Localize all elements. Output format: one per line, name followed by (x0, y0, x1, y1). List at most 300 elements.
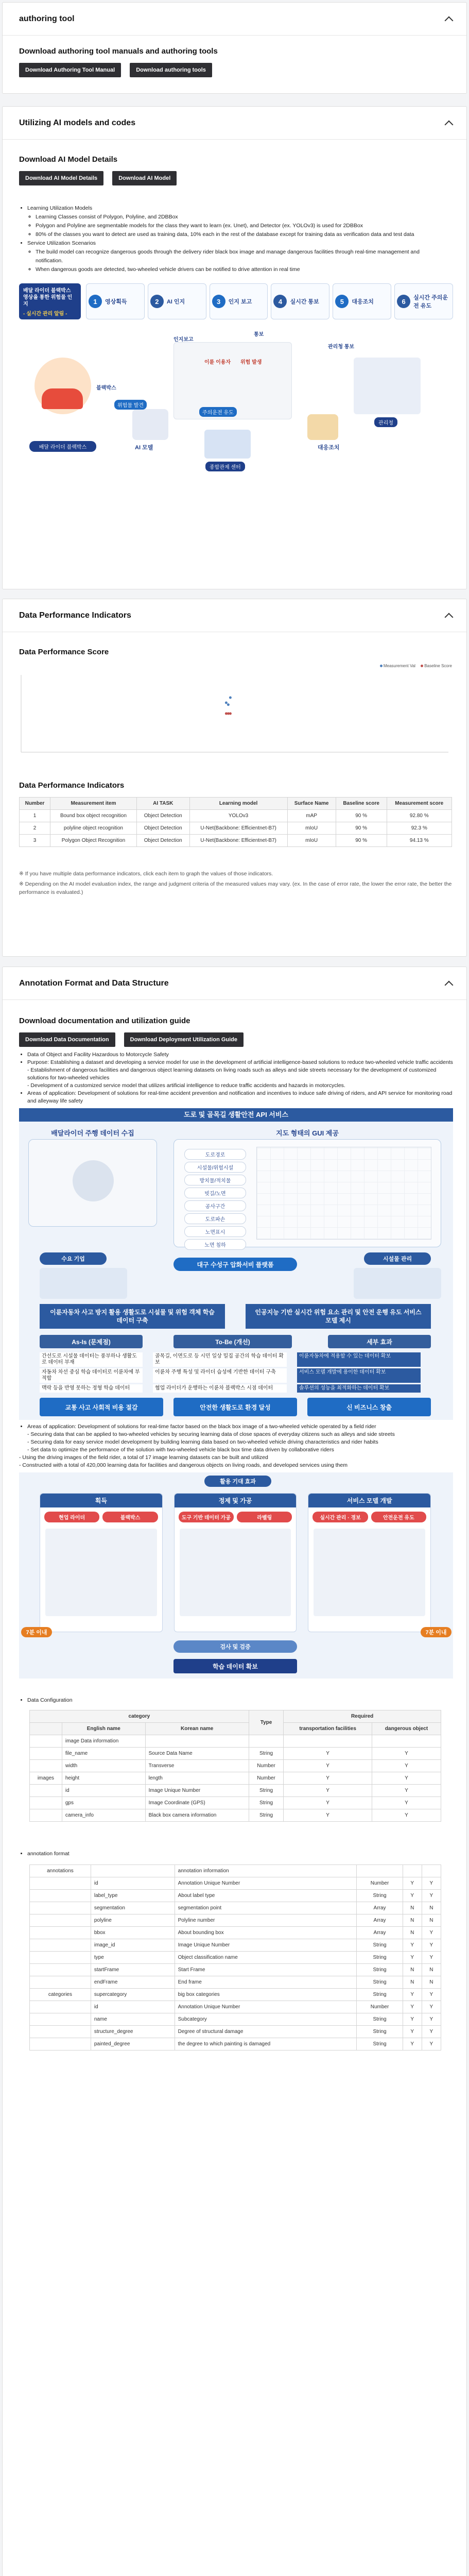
table-cell: 3 (20, 835, 50, 847)
section-title: Utilizing AI models and codes (19, 118, 136, 127)
scenario-step (271, 283, 329, 319)
table-cell: Source Data Name (145, 1748, 249, 1760)
flow-sub-pill: 라벨링 (237, 1512, 292, 1522)
table-cell: Number (249, 1760, 284, 1772)
table-cell (145, 1735, 249, 1748)
table-cell: 2 (20, 822, 50, 835)
col-korean: Korean name (145, 1723, 249, 1735)
download-model-details-button[interactable]: Download AI Model Details (19, 171, 103, 185)
table-row (30, 1914, 441, 1927)
table-cell: Black box camera information (145, 1809, 249, 1822)
table-cell: Array (357, 1902, 403, 1914)
ai-model-label: AI 모델 (135, 445, 153, 451)
table-cell: Y (403, 1939, 422, 1952)
performance-header[interactable] (3, 599, 466, 632)
table-cell: image Data information (62, 1735, 145, 1748)
right-title: 지도 형태의 GUI 제공 (276, 1129, 339, 1137)
table-cell (30, 1939, 91, 1952)
table-cell: String (357, 1976, 403, 1989)
table-row (30, 1772, 441, 1785)
bullet-item: • Data of Object and Facility Hazardous to Motorcycle Safety (27, 1051, 453, 1059)
table-cell: Object classification name (175, 1952, 357, 1964)
table-cell: U-Net(Backbone: Efficientnet-B7) (189, 835, 287, 847)
map-menu-item[interactable]: 시설물/위험시설 (184, 1162, 246, 1173)
map-menu (184, 1149, 246, 1252)
effect-header: 세부 효과 (328, 1335, 431, 1348)
table-cell: the degree to which painting is damaged (175, 2038, 357, 2050)
download-manual-button[interactable]: Download Authoring Tool Manual (19, 63, 121, 77)
map-menu-item[interactable]: 공사구간 (184, 1200, 246, 1211)
table-header-cell: Baseline score (336, 798, 387, 810)
benefit-box: 신 비즈니스 창출 (307, 1398, 431, 1416)
table-cell: 92.3 % (387, 822, 451, 835)
table-cell (372, 1735, 441, 1748)
step-label: 대응조치 (352, 299, 374, 305)
table-cell: String (357, 2038, 403, 2050)
table-header-cell: Surface Name (287, 798, 336, 810)
flow-image (45, 1529, 157, 1616)
table-cell: mAP (287, 810, 336, 822)
annotation-heading: Download documentation and utilization guide (19, 1016, 190, 1025)
bullet-item: ◦ 80% of the classes you want to detect are used as training data, 10% each in the rest of the database except for training data as verification data and test data (36, 230, 446, 239)
table-cell: Y (422, 1927, 441, 1939)
table-cell: Y (372, 1760, 441, 1772)
step-label: 인지 보고 (228, 299, 252, 305)
box-center: 대구 수성구 압화서비 플랫폼 (173, 1258, 297, 1271)
table-cell: N (403, 1976, 422, 1989)
flow-sub-pill: 실시간 관리 · 경보 (312, 1512, 368, 1522)
table-row (30, 1902, 441, 1914)
table-cell: Number (357, 2001, 403, 2013)
warn-label: 위험 발생 (240, 360, 262, 365)
table-cell: Degree of structural damage (175, 2026, 357, 2038)
authoring-tool-header[interactable] (3, 3, 466, 36)
annotation-table (29, 1865, 441, 2050)
ann-title: • annotation format (19, 1850, 452, 1858)
map-menu-item[interactable]: 빗길/노면 (184, 1188, 246, 1198)
as-is-item: 간선도로 시설물 데이터는 풍부하나 생활도로 데이터 부재 (40, 1352, 143, 1367)
table-row (30, 1939, 441, 1952)
worker-block (307, 414, 338, 440)
table-cell: Annotation Unique Number (175, 1877, 357, 1890)
flow-col-title: 정제 및 가공 (175, 1494, 297, 1507)
chart-heading: Data Performance Score (19, 648, 109, 656)
download-tools-button[interactable]: Download authoring tools (130, 63, 212, 77)
bullet-item: • Areas of application: Development of solutions for real-time accident prevention and notification and incentives to induce safe driving of riders, and API service for monitoring road and alleyway life safety (27, 1090, 453, 1105)
table-cell: Y (403, 2013, 422, 2026)
table-cell: End frame (175, 1976, 357, 1989)
as-is-header: As-Is (문제점) (40, 1335, 143, 1348)
table-cell: N (422, 1914, 441, 1927)
table-cell: String (357, 1989, 403, 2001)
center-label: 종합관제 센터 (205, 462, 245, 471)
step-label: 실시간 통보 (290, 299, 319, 305)
table-cell: Y (372, 1748, 441, 1760)
notify-label: 통보 (254, 332, 264, 337)
table-cell (30, 2001, 91, 2013)
scenario-step (86, 283, 145, 319)
col-type: Type (249, 1710, 284, 1735)
flow-image (314, 1529, 425, 1616)
table-row[interactable] (20, 835, 452, 847)
annotation-header[interactable] (3, 967, 466, 1000)
col-required: Required (284, 1710, 441, 1723)
table-row (30, 1890, 441, 1902)
table-header-cell: AI TASK (136, 798, 189, 810)
table-cell: Y (422, 1939, 441, 1952)
flow-sub-pill: 도구 기반 데이터 가공 (179, 1512, 234, 1522)
to-be-item: 이륜차 주행 특성 및 라이더 습성에 기반한 데이터 구축 (153, 1368, 287, 1383)
table-row (30, 1927, 441, 1939)
table-cell: Y (403, 2038, 422, 2050)
bullet-item: ◦ Polygon and Polyline are segmentable models for the class they want to learn (ex. Unet), and Detector (ex. YOLOv3) is used for 2DBBox (36, 222, 446, 230)
table-cell: height (62, 1772, 145, 1785)
table-cell: camera_info (62, 1809, 145, 1822)
table-cell: structure_degree (91, 2026, 175, 2038)
table-row (30, 1797, 441, 1809)
table-cell: String (249, 1809, 284, 1822)
col-facilities: transportation facilities (284, 1723, 372, 1735)
flow-column (308, 1493, 431, 1632)
table-cell: Y (422, 2001, 441, 2013)
map-canvas (256, 1147, 431, 1240)
config-body (30, 1735, 441, 1822)
user-label: 이륜 이용자 (204, 360, 231, 365)
table-cell: endFrame (91, 1976, 175, 1989)
table-cell (30, 1760, 62, 1772)
flow-image (180, 1529, 291, 1616)
left-desc (40, 1268, 127, 1299)
table-row (30, 1964, 441, 1976)
service-infographic (19, 1108, 453, 1420)
effect-item: 서비스 모델 개발에 용이한 데이터 확보 (297, 1368, 421, 1383)
table-cell: Number (357, 1877, 403, 1890)
step-label: 영상획득 (105, 299, 127, 305)
table-row (30, 1809, 441, 1822)
table-cell: N (403, 1902, 422, 1914)
table-cell (30, 1797, 62, 1809)
table-cell: mIoU (287, 835, 336, 847)
table-cell: Y (284, 1772, 372, 1785)
compare-row (40, 1384, 431, 1393)
flow-column (174, 1493, 297, 1632)
table-cell: String (357, 1952, 403, 1964)
data-point[interactable] (229, 713, 232, 715)
table-cell (249, 1735, 284, 1748)
table-cell (30, 1748, 62, 1760)
flow-sub-pill: 현업 라이더 (44, 1512, 99, 1522)
table-cell (30, 2026, 91, 2038)
table-cell: Y (422, 2013, 441, 2026)
chevron-up-icon[interactable] (445, 120, 454, 129)
flow-sub-row (175, 1507, 297, 1527)
table-cell: type (91, 1952, 175, 1964)
bullet-item: - Set data to optimize the performance of the solution with two-wheeled vehicle black box time data driven by collaborative riders (27, 1447, 334, 1453)
col-blank (30, 1723, 62, 1735)
col-dangerous: dangerous object (372, 1723, 441, 1735)
flow-end: 학습 데이터 확보 (173, 1659, 297, 1673)
legend-measure: Measurement Val (380, 664, 415, 668)
title-1: 이륜자동차 사고 방지 활용 생활도로 시설물 및 위험 객체 학습 데이터 구축 (40, 1304, 225, 1329)
effect-item: 솔루션의 성능을 최적화하는 데이터 확보 (297, 1384, 421, 1393)
table-cell: Y (372, 1785, 441, 1797)
download-guide-button[interactable]: Download Deployment Utilization Guide (124, 1032, 244, 1047)
scenario-steps (86, 283, 453, 319)
table-cell: N (403, 1927, 422, 1939)
col-english: English name (62, 1723, 145, 1735)
data-point[interactable] (227, 703, 230, 706)
bullet-item: - Development of a customized service model that utilizes artificial intelligence to reduce traffic accidents and hazards in motorcycles. (27, 1082, 345, 1089)
table-cell: String (357, 1939, 403, 1952)
table-cell (30, 2013, 91, 2026)
benefit-box: 안전한 생활도로 환경 달성 (173, 1398, 297, 1416)
table-heading: Data Performance Indicators (19, 781, 125, 790)
table-cell: supercategory (91, 1989, 175, 2001)
download-documentation-button[interactable]: Download Data Documentation (19, 1032, 115, 1047)
bullet-item: • Service Utilization Scenarios (27, 239, 446, 248)
table-cell (30, 1927, 91, 1939)
compare-rows (40, 1352, 431, 1394)
to-be-header: To-Be (개선) (173, 1335, 292, 1348)
performance-table (19, 797, 452, 847)
table-cell: categories (30, 1989, 91, 2001)
table-cell: Y (372, 1772, 441, 1785)
banner-sub: - 실시간 관리 알림 - (23, 311, 67, 317)
step-number: 5 (335, 295, 349, 308)
rider-scooter (42, 388, 83, 409)
table-cell: N (422, 1976, 441, 1989)
scenario-step (333, 283, 391, 319)
bullet-item: • Learning Utilization Models (27, 204, 446, 213)
table-row (30, 2038, 441, 2050)
ai-model-heading: Download AI Model Details (19, 155, 118, 164)
section-title: Data Performance Indicators (19, 611, 131, 620)
box-right: 시설물 관리 (364, 1252, 431, 1265)
table-header-cell: Number (20, 798, 50, 810)
table-cell: String (249, 1797, 284, 1809)
table-cell: Y (403, 1989, 422, 2001)
table-cell (422, 1865, 441, 1877)
center-block (204, 430, 251, 459)
data-point[interactable] (225, 702, 228, 704)
table-cell: mIoU (287, 822, 336, 835)
left-title: 배달라이더 주행 데이터 수집 (51, 1129, 134, 1137)
table-row (30, 2001, 441, 2013)
table-cell: images (30, 1772, 62, 1785)
table-row[interactable] (20, 810, 452, 822)
compare-row (40, 1352, 431, 1367)
table-cell: N (422, 1964, 441, 1976)
to-be-item: 골목길, 이면도로 등 시민 일상 밀집 공간의 학습 데이터 확보 (153, 1352, 287, 1367)
title-2: 인공지능 기반 실시간 위험 요소 관리 및 안전 운행 유도 서비스 모델 제시 (246, 1304, 431, 1329)
table-row[interactable] (20, 822, 452, 835)
table-cell: big box categories (175, 1989, 357, 2001)
section-title: Annotation Format and Data Structure (19, 978, 169, 988)
to-be-item: 협업 라이더가 운행하는 이륜차 블랙박스 시점 데이터 (153, 1384, 287, 1393)
flow-column (40, 1493, 163, 1632)
table-cell: Object Detection (136, 810, 189, 822)
step-number: 3 (212, 295, 225, 308)
config-table (29, 1710, 441, 1822)
right-desc (354, 1268, 441, 1299)
ai-models-section (2, 106, 467, 589)
table-cell: Y (372, 1809, 441, 1822)
table-cell: U-Net(Backbone: Efficientnet-B7) (189, 822, 287, 835)
bullet-item: - Securing data that can be applied to two-wheeled vehicles by securing learning data of close spaces of everyday citizens such as alleys and side streets (27, 1431, 395, 1437)
table-cell: String (357, 1890, 403, 1902)
effect-item: 이륜자동차에 적용할 수 있는 데이터 확보 (297, 1352, 421, 1367)
ai-model-block (132, 409, 168, 440)
table-cell: Y (403, 2001, 422, 2013)
table-cell: String (249, 1748, 284, 1760)
table-cell: String (357, 2026, 403, 2038)
table-cell: Y (284, 1760, 372, 1772)
table-cell: id (91, 1877, 175, 1890)
table-cell: N (422, 1902, 441, 1914)
map-menu-item[interactable]: 노면 침하 (184, 1239, 246, 1250)
table-cell: label_type (91, 1890, 175, 1902)
table-row (30, 1877, 441, 1890)
box-left: 수요 기업 (40, 1252, 107, 1265)
flow-col-title: 획득 (40, 1494, 162, 1507)
flow-top: 활용 기대 효과 (204, 1476, 271, 1487)
table-cell: Image Coordinate (GPS) (145, 1797, 249, 1809)
table-cell: YOLOv3 (189, 810, 287, 822)
table-cell (91, 1865, 175, 1877)
table-cell (30, 1964, 91, 1976)
table-cell (357, 1865, 403, 1877)
legend-baseline: Baseline Score (421, 664, 452, 668)
building-block (354, 358, 421, 414)
info-banner: 도로 및 골목길 생활안전 API 서비스 (19, 1108, 453, 1122)
drive-label: 주의운전 유도 (199, 407, 237, 417)
config-subheader-row (30, 1723, 441, 1735)
table-cell: painted_degree (91, 2038, 175, 2050)
table-cell: segmentation (91, 1902, 175, 1914)
table-cell: N (403, 1964, 422, 1976)
table-cell: Y (403, 2026, 422, 2038)
model-bullets (19, 204, 446, 274)
table-cell: 92.80 % (387, 810, 451, 822)
left-tag: 7분 이내 (21, 1627, 52, 1637)
mgr-label: 관리청 (374, 417, 397, 427)
table-header-row (20, 798, 452, 810)
table-header-cell: Measurement item (50, 798, 137, 810)
map-menu-item[interactable]: 노면표시 (184, 1226, 246, 1237)
table-cell: length (145, 1772, 249, 1785)
table-cell: Object Detection (136, 822, 189, 835)
table-cell (30, 1952, 91, 1964)
performance-chart (19, 664, 453, 761)
table-cell: gps (62, 1797, 145, 1809)
table-cell: Annotation Unique Number (175, 2001, 357, 2013)
table-cell: 90 % (336, 822, 387, 835)
authoring-heading: Download authoring tool manuals and authoring tools (19, 47, 218, 56)
table-cell: String (357, 2013, 403, 2026)
table-cell (30, 1735, 62, 1748)
table-cell: Y (284, 1748, 372, 1760)
col-category: category (30, 1710, 249, 1723)
table-cell: Polygon Object Recognition (50, 835, 137, 847)
table-cell: Y (372, 1797, 441, 1809)
map-menu-item[interactable]: 도로파손 (184, 1213, 246, 1224)
step-label: 실시간 주의운전 유도 (413, 295, 448, 309)
ai-models-header[interactable] (3, 107, 466, 140)
table-cell: Y (422, 1890, 441, 1902)
table-cell: Y (422, 2038, 441, 2050)
chevron-up-icon[interactable] (445, 613, 454, 621)
map-menu-item[interactable]: 도로경로 (184, 1149, 246, 1160)
table-cell: bbox (91, 1927, 175, 1939)
as-is-item: 맥락 등을 반영 못하는 정형 학습 데이터 (40, 1384, 143, 1393)
fix-label: 대응조치 (318, 445, 340, 451)
note-2: ※ Depending on the AI model evaluation index, the range and judgment criteria of the measured values may vary. (ex. In the case of error rate, the lower the error rate, the better the performance is evaluated.) (19, 881, 452, 895)
flow-sub-row (308, 1507, 430, 1527)
bullet-item: - Constructed with a total of 420,000 learning data for facilities and dangerous objects on living roads, and developed services using them (19, 1462, 348, 1468)
step-number: 2 (150, 295, 164, 308)
download-model-button[interactable]: Download AI Model (112, 171, 177, 185)
control-label: 관리청 통보 (328, 344, 355, 350)
flow-sub-pill: 블랙박스 (102, 1512, 158, 1522)
table-row (30, 2013, 441, 2026)
performance-section (2, 599, 467, 957)
table-cell (30, 1809, 62, 1822)
flow-bottom: 검사 및 검증 (173, 1640, 297, 1653)
chevron-up-icon[interactable] (445, 980, 454, 989)
flow-infographic (19, 1472, 453, 1679)
table-cell: Transverse (145, 1760, 249, 1772)
scenario-banner (19, 283, 81, 319)
step-number: 4 (273, 295, 287, 308)
as-is-item: 자동차 차선 중심 학습 데이터로 이륜차에 부적합 (40, 1368, 143, 1383)
table-cell: Image Unique Number (175, 1939, 357, 1952)
rider-label: 배달 라이더 블랙박스 (29, 441, 96, 452)
map-gui-box (173, 1139, 441, 1247)
table-cell (30, 1902, 91, 1914)
table-cell: 90 % (336, 810, 387, 822)
table-cell: Array (357, 1927, 403, 1939)
table-row (30, 1760, 441, 1772)
scenario-step (148, 283, 206, 319)
table-cell: String (249, 1785, 284, 1797)
bottom-boxes (40, 1398, 431, 1416)
table-cell: id (91, 2001, 175, 2013)
step-number: 1 (89, 295, 102, 308)
table-cell: Y (422, 1952, 441, 1964)
flow-columns (40, 1493, 431, 1632)
table-cell (30, 1877, 91, 1890)
table-row (30, 1976, 441, 1989)
chevron-up-icon[interactable] (445, 16, 454, 25)
table-cell (30, 1914, 91, 1927)
table-cell: About bounding box (175, 1927, 357, 1939)
photo-label: 블랙박스 (96, 385, 116, 391)
table-cell: name (91, 2013, 175, 2026)
table-cell: annotations (30, 1865, 91, 1877)
scenario-step (394, 283, 453, 319)
map-menu-item[interactable]: 방치물/적치물 (184, 1175, 246, 1185)
bullet-item: - Establishment of dangerous facilities and dangerous object learning datasets on living roads such as alleys and side streets necessary for the development of customized solutions for two-wheeled vehicles (27, 1067, 437, 1081)
table-cell: Array (357, 1914, 403, 1927)
left-photo-box (28, 1139, 157, 1227)
step-number: 6 (397, 295, 410, 308)
table-cell (30, 2038, 91, 2050)
table-cell: Y (284, 1785, 372, 1797)
annotation-bullets (19, 1051, 453, 1105)
section-title: authoring tool (19, 14, 75, 23)
table-cell: 1 (20, 810, 50, 822)
data-point[interactable] (229, 697, 232, 699)
